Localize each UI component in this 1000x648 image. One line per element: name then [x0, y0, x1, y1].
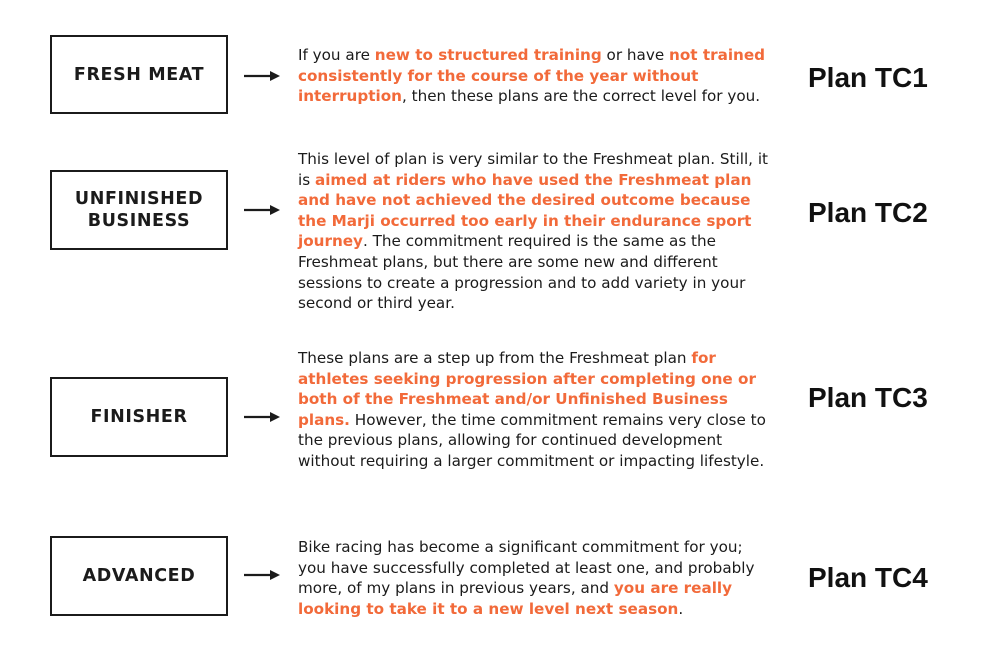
- level-box-finisher: [50, 377, 228, 457]
- right-arrow-icon: [244, 411, 280, 423]
- level-label: FRESH MEAT: [73, 64, 205, 85]
- body-text: Bike racing has become a significant commitment for you; you have successfully completed at least one, and probably more, of my plans in previous years, and: [298, 538, 755, 598]
- highlighted-text: new to structured training: [374, 46, 602, 64]
- highlighted-text: aimed at riders who have used the Freshmeat plan and have not achieved the desired outcome because the Marji occurred too early in their endurance sport journey: [298, 170, 752, 251]
- body-text: , then these plans are the correct level for you.: [401, 87, 761, 106]
- plan-label: Plan TC4: [808, 562, 928, 593]
- right-arrow-icon: [244, 70, 280, 82]
- level-box-unfinished-business: [50, 170, 228, 250]
- level-box-fresh-meat: [50, 35, 228, 114]
- right-arrow-icon: [244, 569, 280, 581]
- level-label: UNFINISHED BUSINESS: [74, 189, 204, 231]
- body-text: If you are: [298, 46, 375, 64]
- highlighted-text: not trained consistently for the course of the year without interruption: [298, 46, 766, 106]
- body-text: However, the time commitment remains very close to the previous plans, allowing for continued development without requiring a larger commitment or impacting lifestyle.: [298, 410, 766, 470]
- description: [298, 45, 768, 107]
- level-label: ADVANCED: [82, 566, 196, 586]
- right-arrow-icon: [244, 204, 280, 216]
- description: [298, 537, 768, 619]
- body-text: .: [678, 599, 684, 618]
- plan-label: Plan TC1: [808, 62, 928, 93]
- description: [298, 149, 768, 314]
- highlighted-text: for athletes seeking progression after completing one or both of the Freshmeat and/or Unfinished Business plans.: [298, 349, 756, 429]
- level-label: FINISHER: [90, 407, 188, 427]
- plan-label: Plan TC2: [808, 197, 928, 228]
- body-text: This level of plan is very similar to the Freshmeat plan. Still, it is: [298, 150, 768, 189]
- body-text: . The commitment required is the same as the Freshmeat plans, but there are some new and different sessions to create a progression and to add variety in your second or third year.: [298, 232, 746, 313]
- body-text: or have: [601, 46, 670, 64]
- body-text: These plans are a step up from the Freshmeat plan: [298, 349, 692, 367]
- plan-label: Plan TC3: [808, 382, 928, 413]
- highlighted-text: you are really looking to take it to a new level next season: [298, 579, 733, 618]
- level-box-advanced: [50, 536, 228, 616]
- description: [298, 348, 768, 472]
